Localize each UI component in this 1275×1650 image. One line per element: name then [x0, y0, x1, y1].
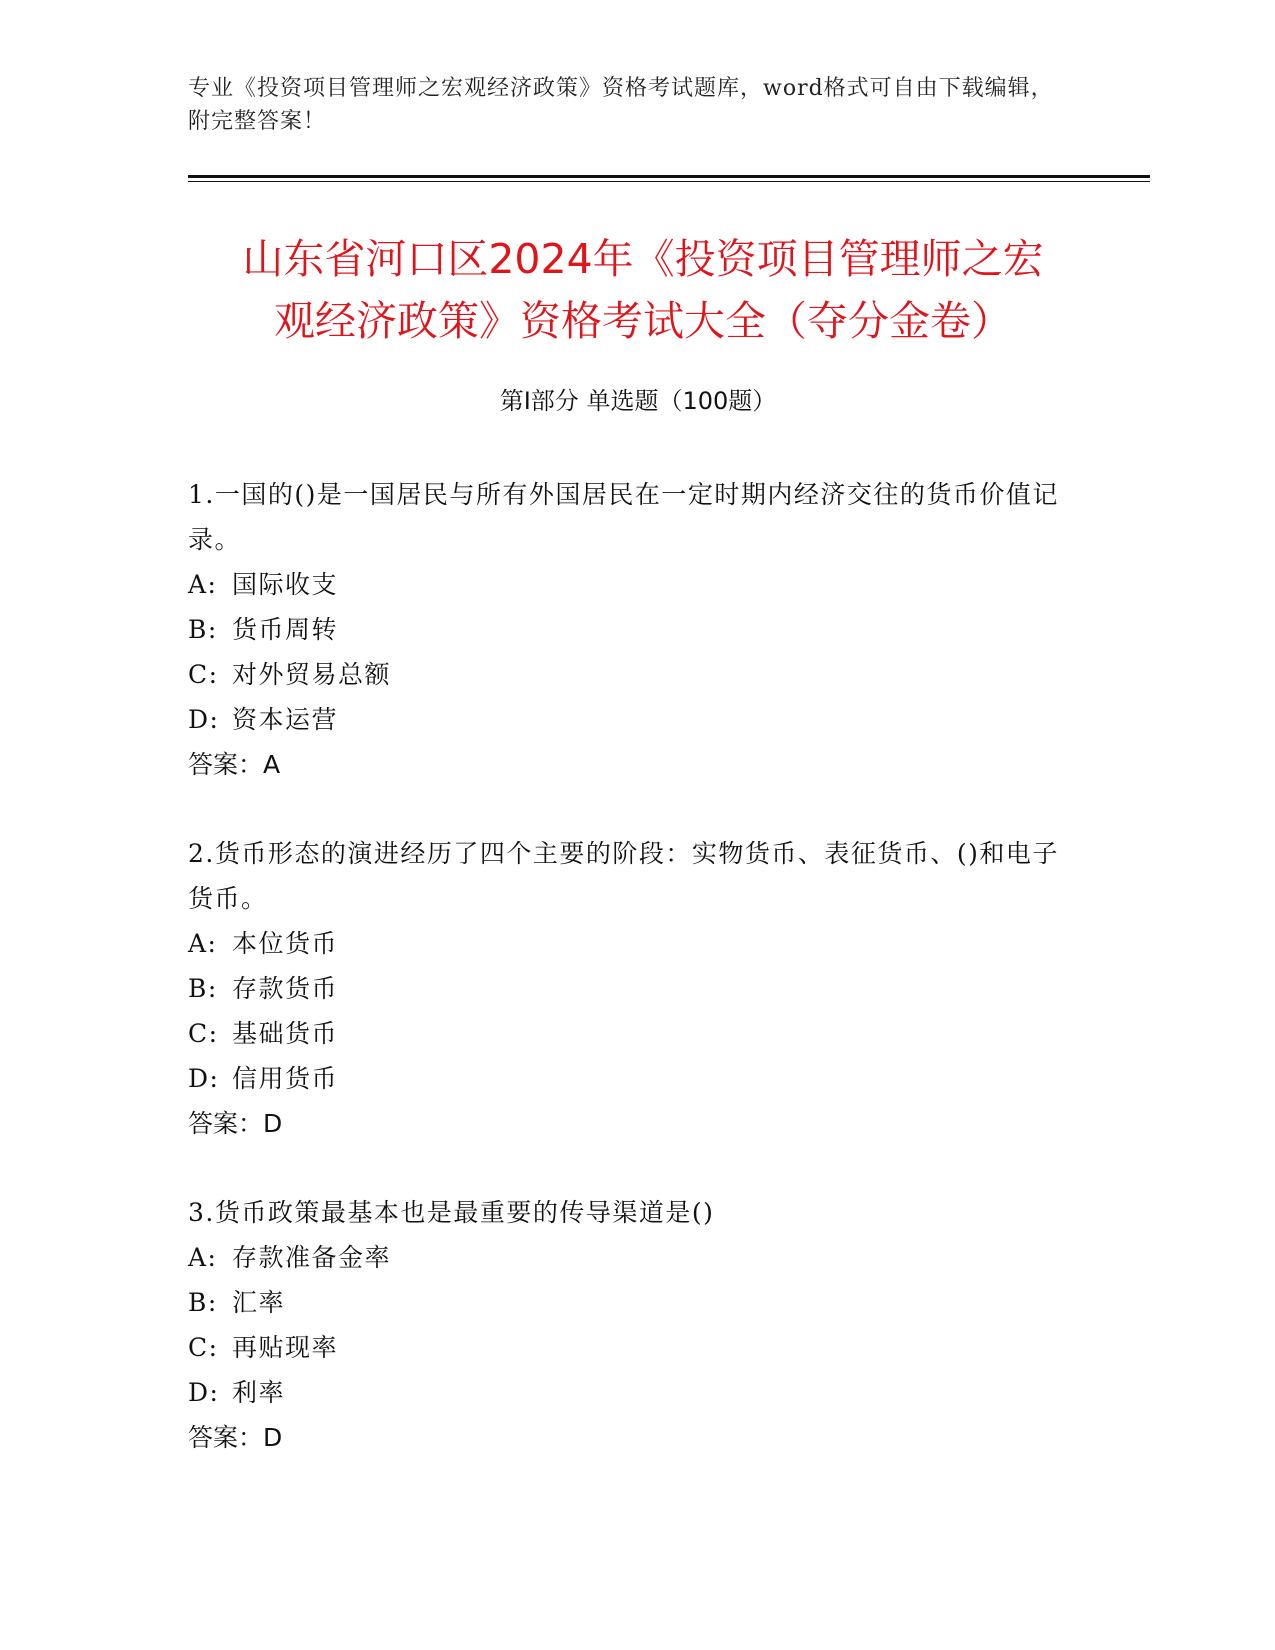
document-title-line-2: 观经济政策》资格考试大全（夺分金卷）	[274, 297, 1012, 345]
option-c	[188, 652, 1068, 697]
option-letter: C:	[188, 660, 219, 689]
option-letter: C:	[188, 1019, 219, 1048]
option-text: 对外贸易总额	[232, 660, 392, 689]
header-divider-thin	[188, 181, 1150, 182]
option-text: 再贴现率	[232, 1333, 339, 1362]
option-letter: A:	[188, 1243, 218, 1272]
option-letter: C:	[188, 1333, 219, 1362]
option-letter: D:	[188, 1064, 220, 1093]
question-3	[188, 1190, 1068, 1460]
option-letter: B:	[188, 1288, 218, 1317]
option-text: 资本运营	[232, 705, 339, 734]
option-text: 存款准备金率	[232, 1243, 392, 1272]
question-list	[188, 472, 1068, 1504]
question-stem: 2.货币形态的演进经历了四个主要的阶段：实物货币、表征货币、()和电子货币。	[188, 839, 1059, 913]
answer-line: 答案：A	[188, 750, 281, 779]
option-letter: D:	[188, 1378, 220, 1407]
option-d	[188, 1056, 1068, 1101]
option-d	[188, 697, 1068, 742]
header-divider-thick	[188, 175, 1150, 178]
option-text: 本位货币	[232, 929, 339, 958]
option-letter: B:	[188, 615, 218, 644]
option-c	[188, 1011, 1068, 1056]
answer-line: 答案：D	[188, 1109, 283, 1138]
header-note: 专业《投资项目管理师之宏观经济政策》资格考试题库，word格式可自由下载编辑，附完整答案！	[188, 76, 1054, 134]
option-a	[188, 1235, 1068, 1280]
option-letter: D:	[188, 705, 220, 734]
option-b	[188, 1280, 1068, 1325]
question-stem: 3.货币政策最基本也是最重要的传导渠道是()	[188, 1198, 715, 1227]
option-letter: A:	[188, 570, 218, 599]
question-stem: 1.一国的()是一国居民与所有外国居民在一定时期内经济交往的货币价值记录。	[188, 480, 1059, 554]
document-title	[188, 228, 1098, 352]
option-text: 利率	[232, 1378, 286, 1407]
option-text: 货币周转	[232, 615, 339, 644]
option-text: 存款货币	[232, 974, 339, 1003]
section-heading: 第Ⅰ部分 单选题（100题）	[499, 387, 777, 415]
option-b	[188, 607, 1068, 652]
option-letter: B:	[188, 974, 218, 1003]
option-text: 国际收支	[232, 570, 339, 599]
option-d	[188, 1370, 1068, 1415]
option-c	[188, 1325, 1068, 1370]
question-1	[188, 472, 1068, 787]
option-text: 基础货币	[232, 1019, 339, 1048]
option-a	[188, 921, 1068, 966]
document-title-line-1: 山东省河口区2024年《投资项目管理师之宏	[242, 235, 1044, 283]
option-b	[188, 966, 1068, 1011]
option-a	[188, 562, 1068, 607]
option-letter: A:	[188, 929, 218, 958]
option-text: 信用货币	[232, 1064, 339, 1093]
question-2	[188, 831, 1068, 1146]
answer-line: 答案：D	[188, 1423, 283, 1452]
option-text: 汇率	[232, 1288, 286, 1317]
